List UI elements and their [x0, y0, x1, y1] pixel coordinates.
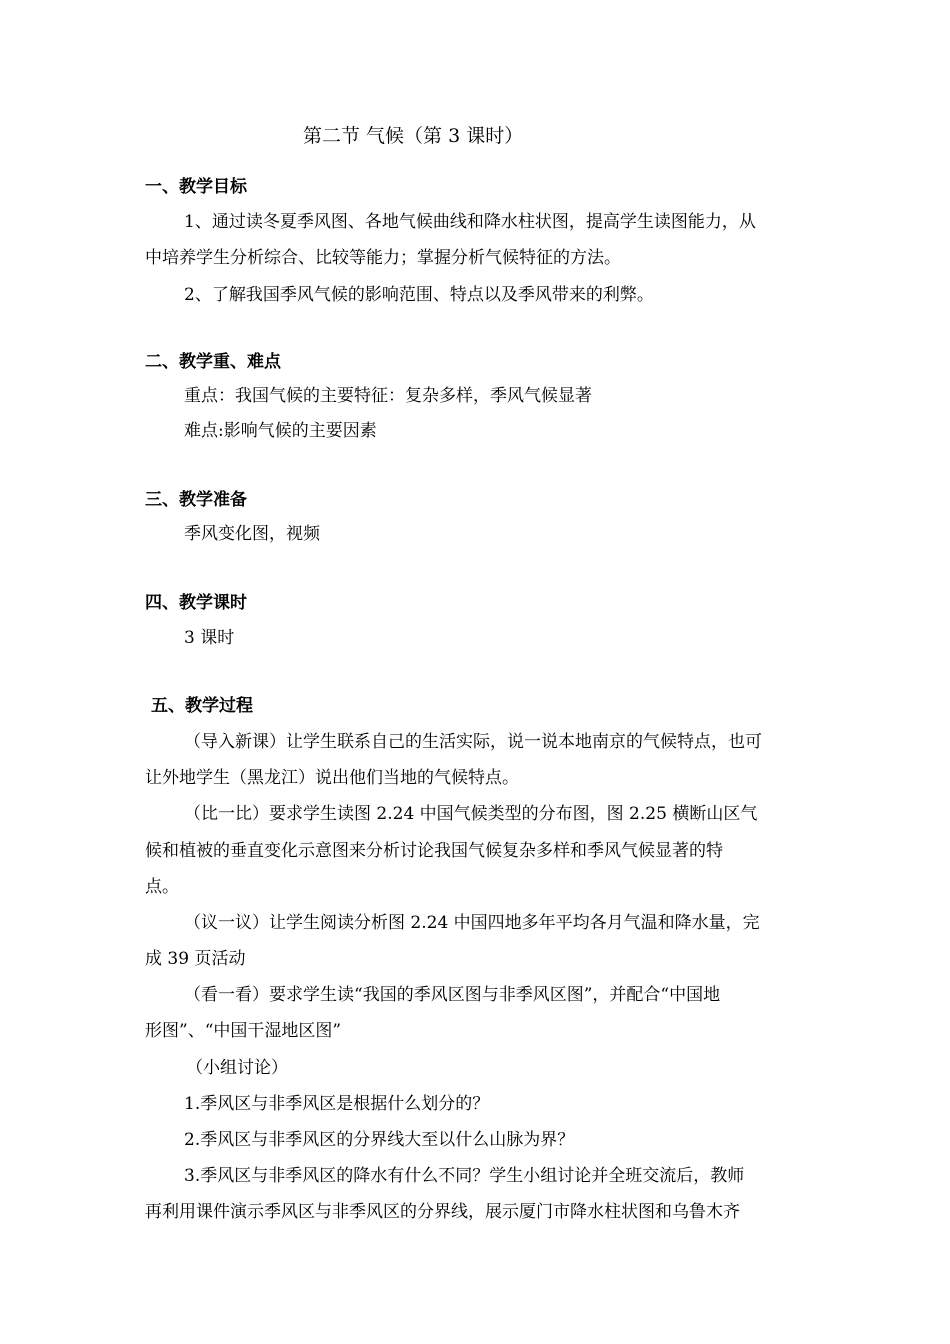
paragraph-line: 1.季风区与非季风区是根据什么划分的？ [184, 1094, 490, 1114]
paragraph-line: 点。 [145, 877, 179, 897]
section-heading-key-points: 二、教学重、难点 [145, 352, 281, 372]
paragraph-line: 2.季风区与非季风区的分界线大至以什么山脉为界？ [184, 1130, 575, 1150]
paragraph-line: 3 课时 [184, 628, 235, 648]
paragraph-line: （比一比）要求学生读图 2.24 中国气候类型的分布图，图 2.25 横断山区气 [184, 804, 758, 824]
section-heading-goals: 一、教学目标 [145, 177, 247, 197]
paragraph-line: 3.季风区与非季风区的降水有什么不同？学生小组讨论并全班交流后，教师 [184, 1166, 745, 1186]
paragraph-line: 候和植被的垂直变化示意图来分析讨论我国气候复杂多样和季风气候显著的特 [145, 841, 723, 861]
paragraph-line: 让外地学生（黑龙江）说出他们当地的气候特点。 [145, 768, 519, 788]
paragraph-line: 1、通过读冬夏季风图、各地气候曲线和降水柱状图，提高学生读图能力，从 [184, 212, 756, 232]
section-heading-process: 五、教学过程 [151, 696, 253, 716]
paragraph-line: 成 39 页活动 [145, 949, 246, 969]
paragraph-line: 季风变化图，视频 [184, 524, 320, 544]
paragraph-line: 中培养学生分析综合、比较等能力；掌握分析气候特征的方法。 [145, 248, 621, 268]
section-heading-hours: 四、教学课时 [145, 593, 247, 613]
paragraph-line: （导入新课）让学生联系自己的生活实际，说一说本地南京的气候特点，也可 [184, 732, 762, 752]
paragraph-line: 再利用课件演示季风区与非季风区的分界线，展示厦门市降水柱状图和乌鲁木齐 [145, 1202, 740, 1222]
paragraph-line: 2、了解我国季风气候的影响范围、特点以及季风带来的利弊。 [184, 285, 654, 305]
paragraph-line: （小组讨论） [186, 1058, 288, 1078]
paragraph-line: 难点:影响气候的主要因素 [184, 421, 377, 441]
section-heading-preparation: 三、教学准备 [145, 490, 247, 510]
paragraph-line: 重点：我国气候的主要特征：复杂多样，季风气候显著 [184, 386, 592, 406]
page-title: 第二节 气候（第 3 课时） [303, 125, 524, 147]
paragraph-line: 形图”、“中国干湿地区图” [145, 1021, 342, 1041]
paragraph-line: （看一看）要求学生读“我国的季风区图与非季风区图”，并配合“中国地 [184, 985, 721, 1005]
paragraph-line: （议一议）让学生阅读分析图 2.24 中国四地多年平均各月气温和降水量，完 [184, 913, 760, 933]
